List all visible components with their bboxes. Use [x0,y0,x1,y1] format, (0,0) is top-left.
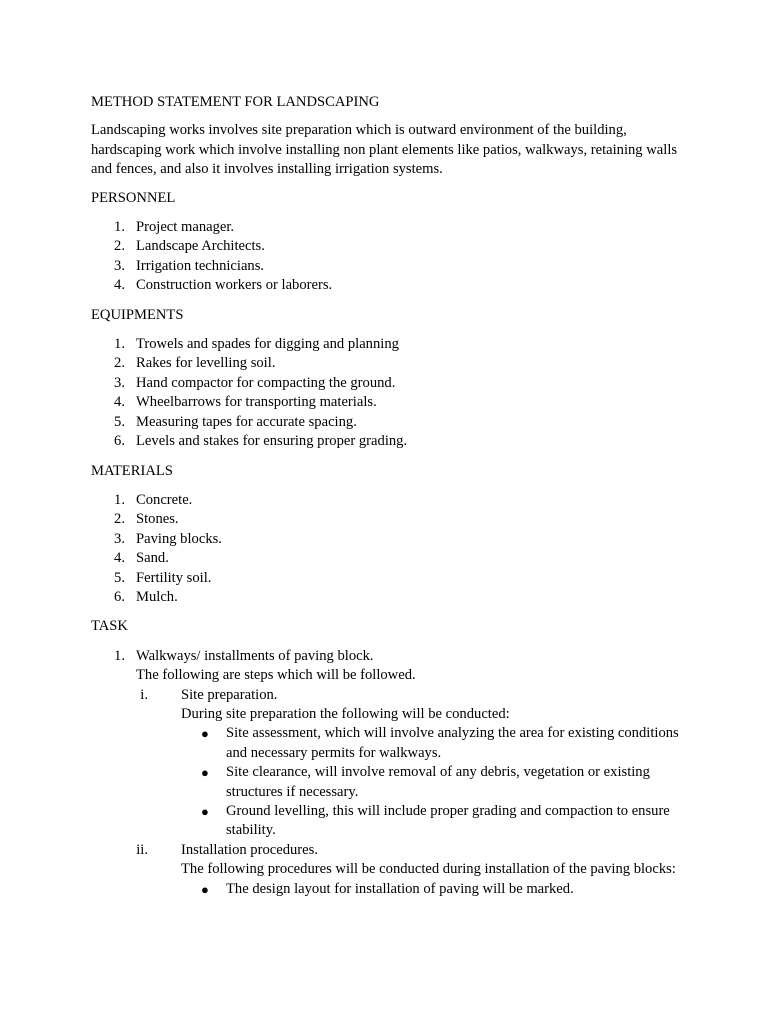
bullet-icon: ● [201,881,209,897]
bullet-icon: ● [201,804,209,819]
bullet-item [181,724,681,763]
list-item [91,569,681,588]
list-number: 3. [114,257,125,274]
step-title: Site preparation. [181,686,278,703]
list-item [91,257,681,276]
task-title: Walkways/ installments of paving block. [136,647,374,664]
list-item [91,491,681,510]
list-number: 3. [114,530,125,547]
list-item-text: Project manager. [136,219,235,236]
list-number: 1. [114,336,125,353]
list-item-text: Measuring tapes for accurate spacing. [136,413,357,430]
task-list [91,647,681,899]
list-number: 1. [114,491,125,508]
bullet-item [181,802,681,841]
list-item-text: Irrigation technicians. [136,257,265,274]
list-number: 2. [114,355,125,372]
list-number: 6. [114,433,125,450]
list-item [91,588,681,607]
bullet-icon: ● [201,765,209,781]
list-number: 2. [114,511,125,528]
list-item-text: Rakes for levelling soil. [136,355,276,372]
list-item [91,530,681,549]
document-page [91,93,681,909]
bullet-text: Ground levelling, this will include proper grading and compaction to ensure stability. [226,803,670,839]
list-item [91,510,681,529]
step-item [136,841,681,899]
bullet-item [181,763,681,802]
list-number: 1. [114,219,125,236]
step-intro: During site preparation the following will be conducted: [181,705,510,722]
step-number: ii. [136,841,148,858]
bullet-text: The design layout for installation of paving will be marked. [226,880,574,897]
materials-heading: MATERIALS [91,462,173,479]
list-number: 4. [114,277,125,294]
list-item [91,393,681,412]
step-item [136,686,681,841]
list-item-text: Levels and stakes for ensuring proper grading. [136,433,408,450]
bullet-list [181,880,681,899]
list-item [91,413,681,432]
step-intro: The following procedures will be conducted during installation of the paving blocks: [181,861,676,878]
list-number: 4. [114,550,125,567]
list-item [91,374,681,393]
list-item-text: Hand compactor for compacting the ground. [136,374,396,391]
task-heading: TASK [91,618,128,635]
list-number: 4. [114,394,125,411]
list-item-text: Stones. [136,511,179,528]
list-item-text: Concrete. [136,491,193,508]
equipments-heading: EQUIPMENTS [91,306,184,323]
list-item [91,237,681,256]
list-number: 2. [114,238,125,255]
personnel-list [91,218,681,296]
personnel-heading: PERSONNEL [91,189,176,206]
bullet-text: Site assessment, which will involve analyzing the area for existing conditions and necessary permits for walkways. [226,725,679,761]
list-item [91,432,681,451]
list-item-text: Mulch. [136,588,178,605]
list-item-text: Landscape Architects. [136,238,265,255]
list-number: 1. [114,647,125,664]
intro-paragraph: Landscaping works involves site preparation which is outward environment of the building, hardscaping work which involve installing non plant elements like patios, walkways, retaining walls and fences, and also it involves installing irrigation systems. [91,122,678,178]
list-number: 5. [114,569,125,586]
bullet-item [181,880,681,899]
materials-list [91,491,681,607]
task-intro: The following are steps which will be followed. [136,667,416,684]
list-item-text: Fertility soil. [136,569,212,586]
equipments-list [91,335,681,451]
step-number: i. [140,686,148,703]
list-item-text: Paving blocks. [136,530,222,547]
list-number: 3. [114,374,125,391]
task-steps-list [136,686,681,899]
list-item [91,647,681,899]
list-item [91,549,681,568]
step-title: Installation procedures. [181,841,318,858]
bullet-text: Site clearance, will involve removal of any debris, vegetation or existing structures if necessary. [226,764,650,800]
list-item [91,218,681,237]
list-item [91,276,681,295]
bullet-list [181,724,681,840]
list-item [91,335,681,354]
list-item-text: Trowels and spades for digging and planning [136,336,399,353]
list-item-text: Sand. [136,550,169,567]
bullet-icon: ● [201,726,209,742]
list-item-text: Wheelbarrows for transporting materials. [136,394,377,411]
document-title: METHOD STATEMENT FOR LANDSCAPING [91,94,380,110]
list-item-text: Construction workers or laborers. [136,277,333,294]
list-item [91,354,681,373]
list-number: 6. [114,588,125,605]
list-number: 5. [114,413,125,430]
